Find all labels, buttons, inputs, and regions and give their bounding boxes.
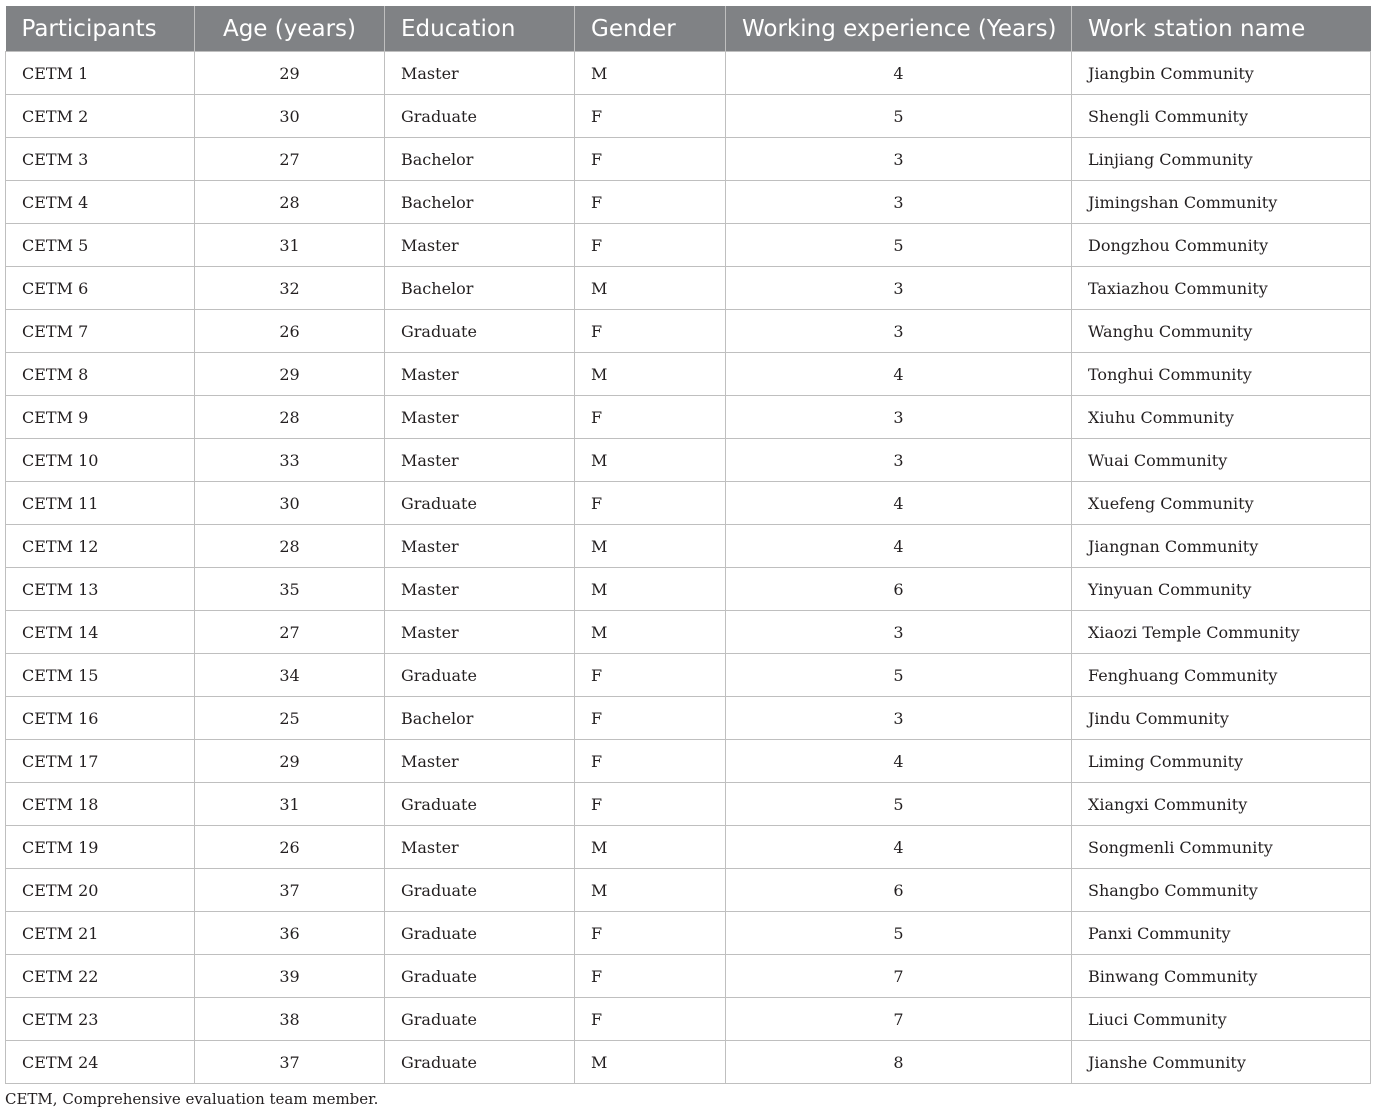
cell-working-experience: 3: [726, 439, 1072, 482]
table-row: [6, 224, 1371, 267]
table-row: [6, 654, 1371, 697]
cell-gender: F: [575, 912, 726, 955]
table-row: [6, 869, 1371, 912]
cell-gender: F: [575, 181, 726, 224]
cell-work-station-name: Dongzhou Community: [1072, 224, 1371, 267]
cell-gender: F: [575, 310, 726, 353]
cell-education: Master: [385, 611, 575, 654]
cell-age: 39: [195, 955, 385, 998]
cell-work-station-name: Xiaozi Temple Community: [1072, 611, 1371, 654]
cell-working-experience: 4: [726, 740, 1072, 783]
cell-working-experience: 4: [726, 525, 1072, 568]
cell-age: 33: [195, 439, 385, 482]
cell-working-experience: 3: [726, 267, 1072, 310]
table-row: [6, 482, 1371, 525]
cell-participant: CETM 7: [6, 310, 195, 353]
cell-age: 29: [195, 52, 385, 95]
cell-working-experience: 7: [726, 955, 1072, 998]
cell-participant: CETM 17: [6, 740, 195, 783]
cell-work-station-name: Xiuhu Community: [1072, 396, 1371, 439]
cell-gender: M: [575, 525, 726, 568]
cell-gender: M: [575, 869, 726, 912]
cell-participant: CETM 22: [6, 955, 195, 998]
cell-education: Master: [385, 568, 575, 611]
cell-participant: CETM 11: [6, 482, 195, 525]
cell-age: 28: [195, 396, 385, 439]
cell-age: 28: [195, 525, 385, 568]
cell-age: 29: [195, 353, 385, 396]
cell-working-experience: 7: [726, 998, 1072, 1041]
table-row: [6, 267, 1371, 310]
cell-working-experience: 5: [726, 224, 1072, 267]
table-row: [6, 998, 1371, 1041]
cell-education: Master: [385, 396, 575, 439]
cell-gender: F: [575, 224, 726, 267]
cell-working-experience: 6: [726, 869, 1072, 912]
table-row: [6, 95, 1371, 138]
cell-age: 25: [195, 697, 385, 740]
table-row: [6, 611, 1371, 654]
cell-work-station-name: Binwang Community: [1072, 955, 1371, 998]
cell-work-station-name: Jiangnan Community: [1072, 525, 1371, 568]
cell-gender: F: [575, 998, 726, 1041]
cell-work-station-name: Fenghuang Community: [1072, 654, 1371, 697]
cell-education: Bachelor: [385, 181, 575, 224]
cell-participant: CETM 9: [6, 396, 195, 439]
cell-working-experience: 8: [726, 1041, 1072, 1084]
cell-education: Bachelor: [385, 267, 575, 310]
table-row: [6, 912, 1371, 955]
cell-work-station-name: Wanghu Community: [1072, 310, 1371, 353]
cell-education: Graduate: [385, 654, 575, 697]
cell-work-station-name: Shengli Community: [1072, 95, 1371, 138]
cell-education: Graduate: [385, 310, 575, 353]
cell-age: 30: [195, 482, 385, 525]
column-header-participants: Participants: [6, 6, 195, 52]
table-row: [6, 439, 1371, 482]
cell-education: Master: [385, 525, 575, 568]
cell-gender: M: [575, 52, 726, 95]
cell-age: 37: [195, 869, 385, 912]
table-row: [6, 525, 1371, 568]
table-row: [6, 826, 1371, 869]
cell-participant: CETM 12: [6, 525, 195, 568]
cell-education: Graduate: [385, 1041, 575, 1084]
cell-education: Graduate: [385, 869, 575, 912]
cell-gender: M: [575, 353, 726, 396]
cell-age: 27: [195, 611, 385, 654]
cell-work-station-name: Jimingshan Community: [1072, 181, 1371, 224]
cell-participant: CETM 23: [6, 998, 195, 1041]
cell-gender: F: [575, 396, 726, 439]
cell-education: Graduate: [385, 912, 575, 955]
cell-age: 26: [195, 826, 385, 869]
table-header-row: [6, 6, 1371, 52]
table-row: [6, 955, 1371, 998]
cell-working-experience: 3: [726, 396, 1072, 439]
cell-education: Master: [385, 826, 575, 869]
cell-age: 27: [195, 138, 385, 181]
cell-working-experience: 3: [726, 310, 1072, 353]
cell-working-experience: 5: [726, 654, 1072, 697]
cell-working-experience: 3: [726, 181, 1072, 224]
cell-age: 38: [195, 998, 385, 1041]
cell-working-experience: 3: [726, 697, 1072, 740]
cell-work-station-name: Linjiang Community: [1072, 138, 1371, 181]
column-header-working-experience: Working experience (Years): [726, 6, 1072, 52]
table-row: [6, 181, 1371, 224]
cell-participant: CETM 18: [6, 783, 195, 826]
cell-participant: CETM 5: [6, 224, 195, 267]
table-row: [6, 353, 1371, 396]
column-header-age: Age (years): [195, 6, 385, 52]
cell-education: Master: [385, 52, 575, 95]
cell-education: Graduate: [385, 998, 575, 1041]
cell-education: Master: [385, 439, 575, 482]
table-row: [6, 783, 1371, 826]
table-row: [6, 568, 1371, 611]
cell-gender: M: [575, 267, 726, 310]
cell-participant: CETM 2: [6, 95, 195, 138]
cell-work-station-name: Yinyuan Community: [1072, 568, 1371, 611]
cell-working-experience: 4: [726, 353, 1072, 396]
cell-participant: CETM 4: [6, 181, 195, 224]
cell-education: Graduate: [385, 955, 575, 998]
cell-working-experience: 5: [726, 912, 1072, 955]
cell-education: Bachelor: [385, 138, 575, 181]
cell-age: 34: [195, 654, 385, 697]
cell-working-experience: 5: [726, 783, 1072, 826]
participants-table: [5, 6, 1371, 1084]
cell-work-station-name: Jiangbin Community: [1072, 52, 1371, 95]
cell-age: 29: [195, 740, 385, 783]
cell-working-experience: 5: [726, 95, 1072, 138]
cell-gender: F: [575, 783, 726, 826]
cell-working-experience: 3: [726, 611, 1072, 654]
cell-age: 37: [195, 1041, 385, 1084]
cell-participant: CETM 10: [6, 439, 195, 482]
cell-participant: CETM 14: [6, 611, 195, 654]
cell-work-station-name: Jindu Community: [1072, 697, 1371, 740]
cell-gender: F: [575, 654, 726, 697]
cell-working-experience: 6: [726, 568, 1072, 611]
cell-gender: F: [575, 95, 726, 138]
cell-education: Bachelor: [385, 697, 575, 740]
table-row: [6, 396, 1371, 439]
cell-education: Graduate: [385, 95, 575, 138]
cell-gender: M: [575, 611, 726, 654]
table-row: [6, 1041, 1371, 1084]
cell-participant: CETM 13: [6, 568, 195, 611]
cell-work-station-name: Liuci Community: [1072, 998, 1371, 1041]
cell-work-station-name: Xiangxi Community: [1072, 783, 1371, 826]
cell-education: Graduate: [385, 482, 575, 525]
table-footnote: CETM, Comprehensive evaluation team member.: [5, 1090, 379, 1108]
table-body: [6, 52, 1371, 1084]
cell-participant: CETM 21: [6, 912, 195, 955]
cell-gender: M: [575, 1041, 726, 1084]
cell-working-experience: 4: [726, 826, 1072, 869]
cell-work-station-name: Wuai Community: [1072, 439, 1371, 482]
cell-work-station-name: Xuefeng Community: [1072, 482, 1371, 525]
cell-gender: F: [575, 138, 726, 181]
cell-age: 26: [195, 310, 385, 353]
cell-work-station-name: Taxiazhou Community: [1072, 267, 1371, 310]
cell-age: 35: [195, 568, 385, 611]
cell-gender: F: [575, 955, 726, 998]
table-row: [6, 310, 1371, 353]
table-row: [6, 52, 1371, 95]
cell-age: 30: [195, 95, 385, 138]
cell-work-station-name: Shangbo Community: [1072, 869, 1371, 912]
cell-age: 31: [195, 224, 385, 267]
cell-work-station-name: Songmenli Community: [1072, 826, 1371, 869]
cell-age: 31: [195, 783, 385, 826]
cell-participant: CETM 16: [6, 697, 195, 740]
cell-gender: M: [575, 439, 726, 482]
cell-education: Master: [385, 353, 575, 396]
table-row: [6, 138, 1371, 181]
cell-work-station-name: Jianshe Community: [1072, 1041, 1371, 1084]
cell-participant: CETM 20: [6, 869, 195, 912]
column-header-work-station-name: Work station name: [1072, 6, 1371, 52]
cell-work-station-name: Liming Community: [1072, 740, 1371, 783]
cell-participant: CETM 3: [6, 138, 195, 181]
cell-age: 28: [195, 181, 385, 224]
cell-work-station-name: Tonghui Community: [1072, 353, 1371, 396]
cell-education: Master: [385, 740, 575, 783]
column-header-education: Education: [385, 6, 575, 52]
cell-participant: CETM 24: [6, 1041, 195, 1084]
cell-gender: F: [575, 482, 726, 525]
cell-working-experience: 4: [726, 52, 1072, 95]
cell-work-station-name: Panxi Community: [1072, 912, 1371, 955]
cell-education: Master: [385, 224, 575, 267]
cell-working-experience: 4: [726, 482, 1072, 525]
table-row: [6, 697, 1371, 740]
cell-participant: CETM 19: [6, 826, 195, 869]
cell-education: Graduate: [385, 783, 575, 826]
cell-working-experience: 3: [726, 138, 1072, 181]
cell-gender: F: [575, 697, 726, 740]
cell-age: 32: [195, 267, 385, 310]
participants-table-container: [5, 6, 1370, 1084]
cell-gender: F: [575, 740, 726, 783]
table-row: [6, 740, 1371, 783]
cell-participant: CETM 6: [6, 267, 195, 310]
column-header-gender: Gender: [575, 6, 726, 52]
cell-gender: M: [575, 826, 726, 869]
cell-age: 36: [195, 912, 385, 955]
cell-gender: M: [575, 568, 726, 611]
cell-participant: CETM 8: [6, 353, 195, 396]
cell-participant: CETM 1: [6, 52, 195, 95]
cell-participant: CETM 15: [6, 654, 195, 697]
